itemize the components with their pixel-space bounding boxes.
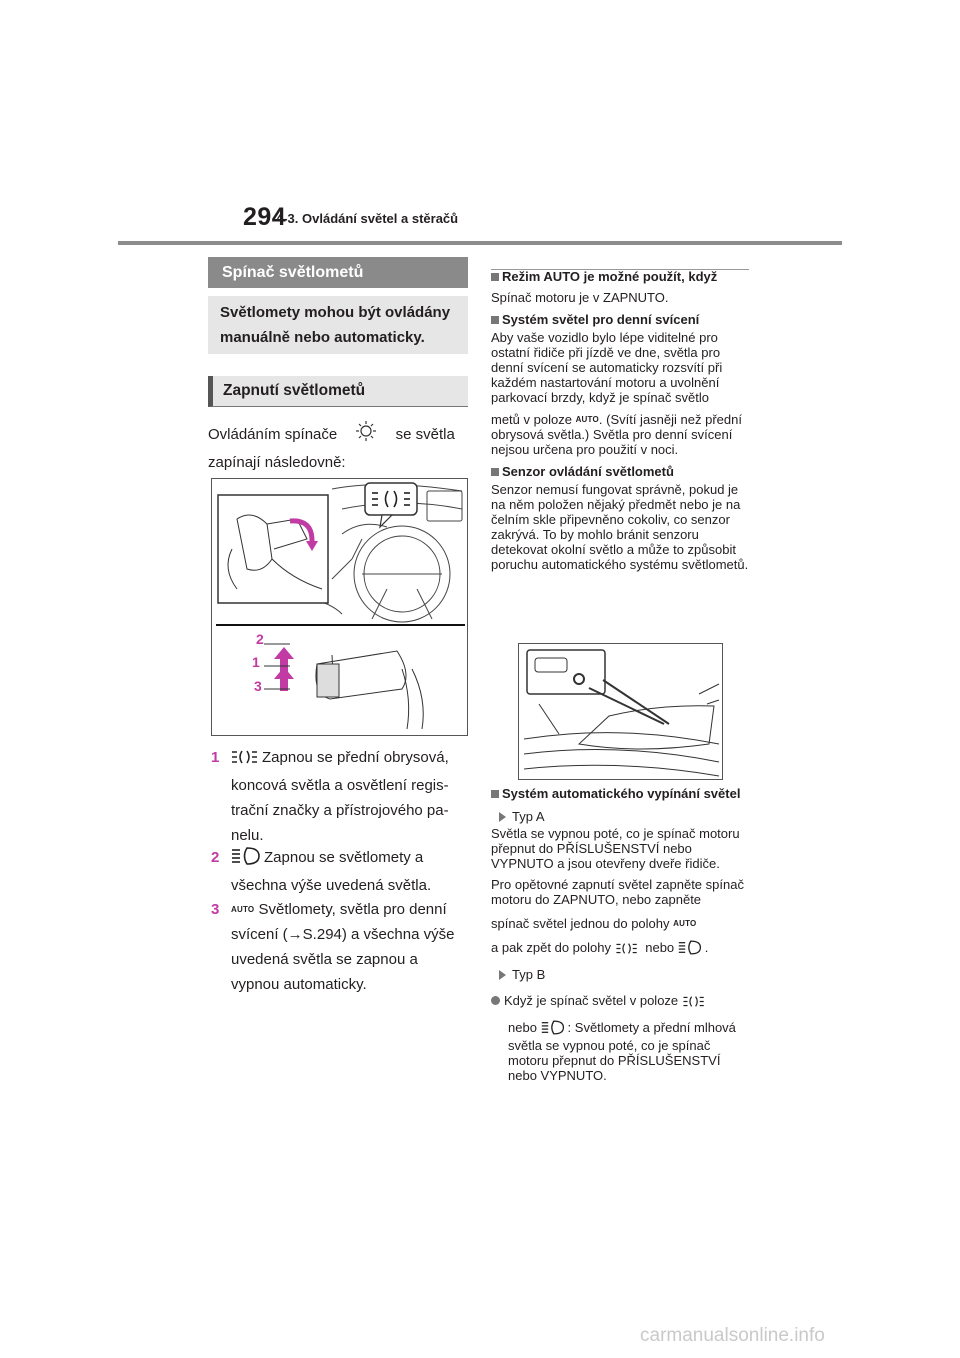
list-item — [211, 897, 467, 997]
auto-icon: AUTO — [231, 905, 255, 914]
item-text: Zapnou se světlomety a všechna výše uvedená světla. — [231, 849, 432, 894]
chapter-title: 4-3. Ovládání světel a stěračů — [276, 211, 459, 226]
auto-icon: AUTO — [575, 415, 599, 424]
square-bullet-icon — [491, 790, 499, 798]
watermark: carmanualsonline.info — [640, 1325, 825, 1346]
item-text: Zapnou se přední obrysová, koncová světla a osvětlení registrační značky a přístrojového panelu. — [231, 749, 449, 844]
page-number: 294 — [243, 203, 287, 231]
headlight-switch-figure — [211, 478, 468, 736]
heading-auto-off: Systém automatického vypínání světel — [491, 786, 749, 801]
headlight-icon — [231, 847, 261, 873]
header-rule — [118, 241, 842, 245]
p-type-b-cont: nebo : Světlomety a přední mlhová světla se vypnou poté, co je spínač motoru přepnut do PŘÍSLUŠENSTVÍ nebo VYPNUTO. — [508, 1020, 736, 1083]
figure-label-2: 2 — [256, 631, 264, 647]
p-type-a: Světla se vypnou poté, co je spínač motoru přepnut do PŘÍSLUŠENSTVÍ nebo VYPNUTO a jsou otevřeny dveře řidiče. — [491, 826, 740, 871]
square-bullet-icon — [491, 468, 499, 476]
p-sensor: Senzor nemusí fungovat správně, pokud je na něm položen nějaký předmět nebo je na čelním skle připevněno cokoliv, co senzor zakrývá. To by mohlo bránit senzoru detekovat okolní světlo a může to způsobit poruchu automatického systému světlometů. — [491, 482, 749, 572]
section-title: Spínač světlometů — [208, 257, 468, 288]
heading-auto-mode: Režim AUTO je možné použít, když — [491, 269, 749, 284]
type-a-label: Typ A — [491, 809, 749, 824]
auto-icon: AUTO — [673, 919, 697, 928]
circle-bullet-icon — [491, 996, 500, 1005]
headlight-icon — [678, 940, 702, 958]
item-number: 1 — [211, 749, 220, 766]
right-column-lower — [491, 786, 749, 1083]
triangle-bullet-icon — [499, 970, 506, 980]
light-switch-icon — [355, 420, 377, 450]
square-bullet-icon — [491, 273, 499, 281]
p-daytime-lights: Aby vaše vozidlo bylo lépe viditelné pro ostatní řidiče při jízdě ve dne, světla pro denní svícení se automaticky rozsvítí při každém nastartování motoru a uvolnění parkovací brzdy, když je spínač světlo — [491, 330, 723, 405]
p-daytime-lights-cont: metů v poloze AUTO. (Svítí jasněji než přední obrysová světla.) Světla pro denní svícení nejsou určena pro použití v noci. — [491, 412, 742, 457]
figure-label-3: 3 — [254, 678, 262, 694]
subsection-title: Zapnutí světlometů — [208, 376, 468, 407]
parking-light-icon — [615, 942, 639, 958]
item-number: 3 — [211, 901, 220, 918]
p-type-a-restore-cont: spínač světel jednou do polohy AUTO — [491, 916, 697, 931]
p-type-a-restore: Pro opětovné zapnutí světel zapněte spínač motoru do ZAPNUTO, nebo zapněte — [491, 877, 744, 907]
heading-daytime-lights: Systém světel pro denní svícení — [491, 312, 749, 327]
square-bullet-icon — [491, 316, 499, 324]
item-text: Světlomety, světla pro denní svícení (→S.294) a všechna výše uvedená světla se zapnou a vypnou automaticky. — [231, 901, 455, 993]
p-auto-mode: Spínač motoru je v ZAPNUTO. — [491, 290, 669, 305]
figure-label-1: 1 — [252, 654, 260, 670]
list-item — [211, 745, 467, 848]
right-column — [491, 269, 749, 572]
p-type-a-restore-end: a pak zpět do polohy nebo . — [491, 940, 749, 958]
intro-box: Světlomety mohou být ovládány manuálně nebo automaticky. — [208, 296, 468, 354]
item-number: 2 — [211, 849, 220, 866]
triangle-bullet-icon — [499, 812, 506, 822]
headlight-icon — [541, 1020, 565, 1038]
para-after-icon: se světla zapínají následovně: — [208, 426, 455, 471]
type-b-label: Typ B — [491, 967, 749, 982]
sensor-location-figure — [518, 643, 723, 780]
heading-sensor: Senzor ovládání světlometů — [491, 464, 749, 479]
instruction-paragraph — [208, 420, 470, 475]
parking-light-icon — [682, 995, 706, 1011]
parking-light-icon — [231, 748, 259, 773]
p-type-b: Když je spínač světel v poloze — [491, 993, 749, 1011]
para-before-icon: Ovládáním spínače — [208, 426, 338, 443]
list-item — [211, 845, 467, 898]
